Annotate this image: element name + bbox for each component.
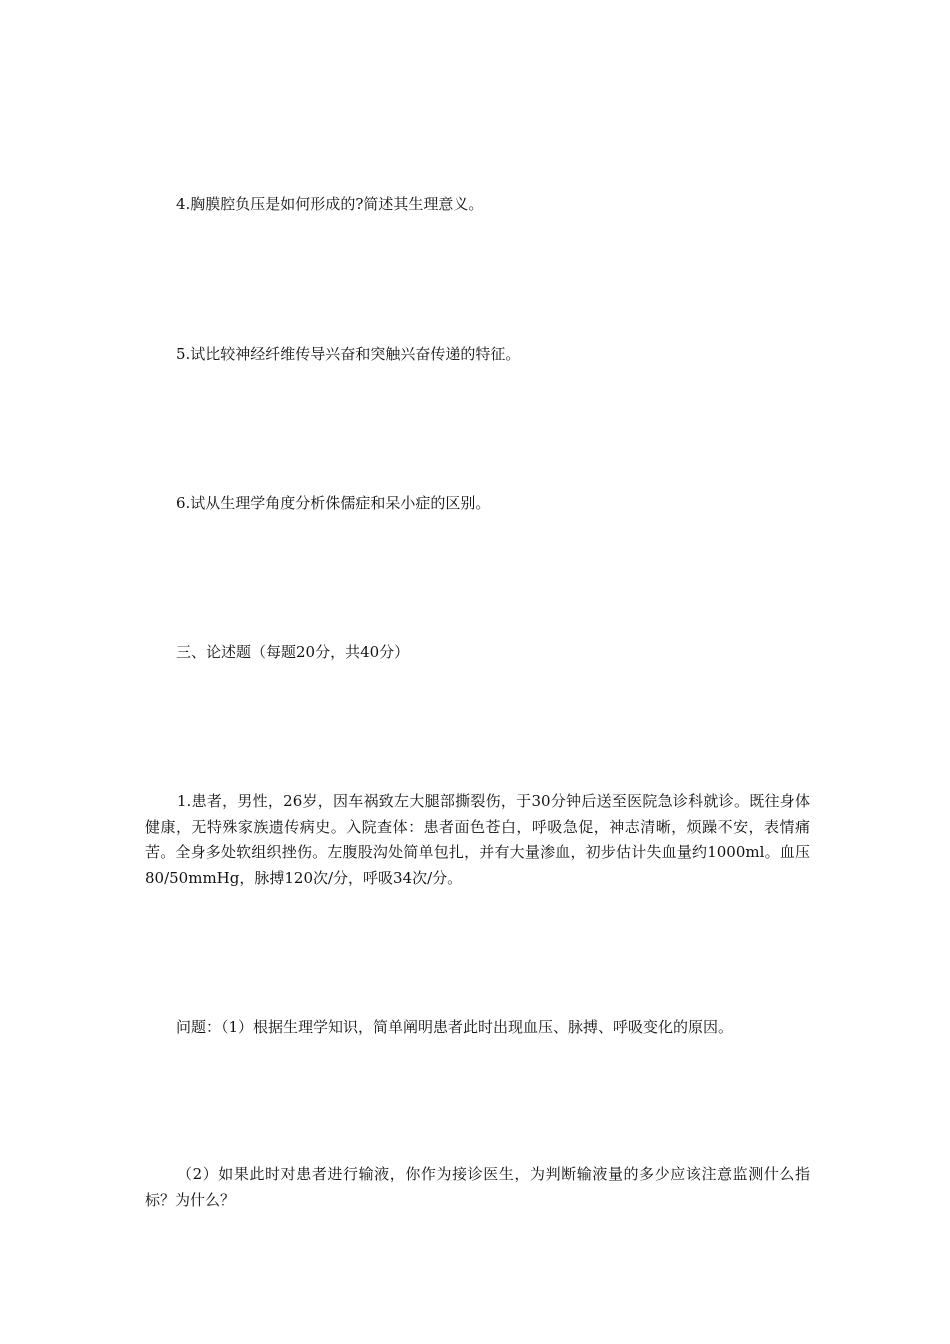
section-heading: 三、论述题（每题20分，共40分） [176, 643, 410, 661]
problem-2: （2）如果此时对患者进行输液，你作为接诊医生，为判断输液量的多少应该注意监测什么指标？为什么？ [145, 1165, 810, 1209]
problem-1: 问题：（1）根据生理学知识，简单阐明患者此时出现血压、脉搏、呼吸变化的原因。 [176, 1018, 734, 1036]
question-4: 4.胸膜腔负压是如何形成的?简述其生理意义。 [176, 195, 484, 213]
question-5: 5.试比较神经纤维传导兴奋和突触兴奋传递的特征。 [176, 345, 521, 363]
question-6: 6.试从生理学角度分析侏儒症和呆小症的区别。 [176, 494, 491, 512]
case-description: 1.患者，男性，26岁，因车祸致左大腿部撕裂伤，于30分钟后送至医院急诊科就诊。既往身体健康，无特殊家族遗传病史。入院查体：患者面色苍白，呼吸急促，神志清晰，烦躁不安，表情痛苦。全身多处软组织挫伤。左腹股沟处简单包扎，并有大量渗血，初步估计失血量约1000ml。血压80/50mmHg，脉搏120次/分，呼吸34次/分。 [145, 792, 810, 887]
